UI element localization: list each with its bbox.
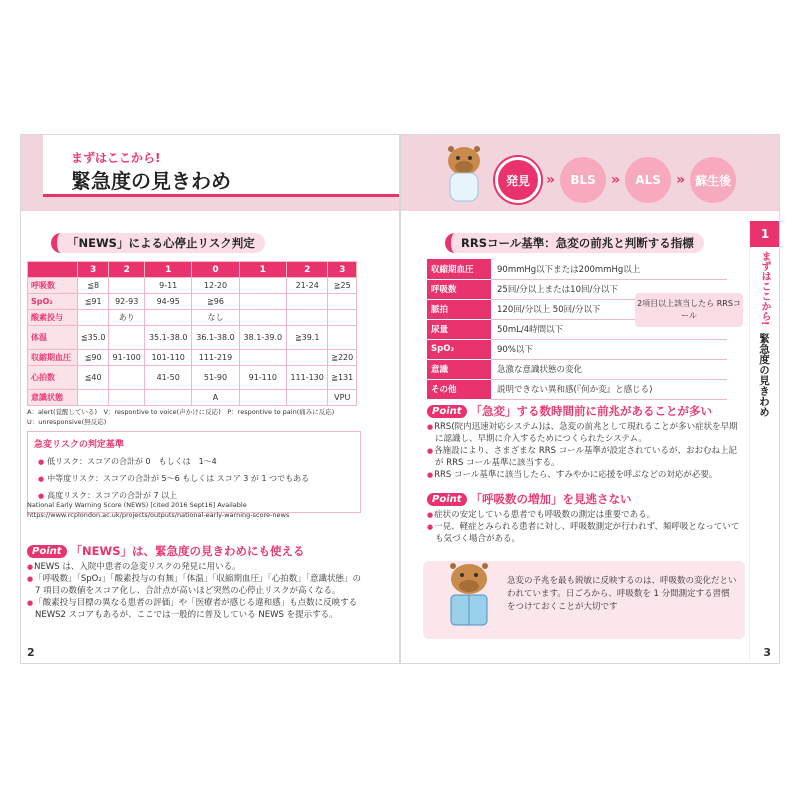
page-number: 3 bbox=[763, 646, 771, 659]
table-cell: 111-130 bbox=[286, 366, 328, 390]
table-cell: 101-110 bbox=[145, 350, 192, 366]
risk-item: ● 低リスク：スコアの合計が 0 もしくは 1〜4 bbox=[38, 456, 217, 467]
table-cell: 36.1-38.0 bbox=[192, 326, 239, 350]
right-page bbox=[400, 134, 780, 664]
table-cell: 91-110 bbox=[239, 366, 286, 390]
news-header-cell: 3 bbox=[78, 262, 109, 278]
table-cell bbox=[109, 366, 145, 390]
table-cell bbox=[78, 390, 109, 406]
table-row bbox=[28, 294, 357, 310]
news-header-cell: 2 bbox=[286, 262, 328, 278]
row-label: SpO₂ bbox=[427, 339, 491, 359]
table-cell bbox=[78, 310, 109, 326]
risk-item: ● 高度リスク：スコアの合計が 7 以上 bbox=[38, 490, 177, 501]
table-row bbox=[28, 326, 357, 350]
row-label: 呼吸数 bbox=[427, 279, 491, 299]
reference-line: National Early Warning Score (NEWS) [cited 2016 Sept16] Available bbox=[27, 501, 247, 509]
flow-step-post-resuscitation: 蘇生後 bbox=[690, 157, 736, 203]
row-value: 90mmHg以下または200mmHg以上 bbox=[491, 259, 727, 279]
table-cell bbox=[328, 326, 357, 350]
row-value: 120回/分以上 50回/分以下 bbox=[491, 299, 727, 319]
news-table-header bbox=[28, 262, 357, 278]
chapter-number: 1 bbox=[750, 221, 780, 247]
table-cell bbox=[286, 294, 328, 310]
point-heading-prodrome bbox=[427, 403, 712, 419]
table-cell: ≦40 bbox=[78, 366, 109, 390]
flow-chart bbox=[495, 157, 736, 203]
point-body-news bbox=[27, 561, 367, 621]
double-chevron-icon: » bbox=[546, 172, 556, 188]
row-label: 収縮期血圧 bbox=[427, 259, 491, 279]
rrs-criteria-table bbox=[427, 259, 727, 400]
table-cell: ≧131 bbox=[328, 366, 357, 390]
table-cell: あり bbox=[109, 310, 145, 326]
table-row bbox=[427, 259, 727, 279]
point-paragraph: ● RRS(院内迅速対応システム)は、急変の前兆として現れることが多い症状を早期に認識し、早期に介入するためにつくられたシステム。 bbox=[427, 421, 745, 445]
table-row bbox=[28, 350, 357, 366]
point-heading-text: 「急変」する数時間前に前兆があることが多い bbox=[470, 404, 713, 418]
table-cell: A bbox=[192, 390, 239, 406]
row-label: 心拍数 bbox=[28, 366, 78, 390]
table-row bbox=[28, 390, 357, 406]
table-cell: 9-11 bbox=[145, 278, 192, 294]
left-page bbox=[20, 134, 400, 664]
news-header-cell: 3 bbox=[328, 262, 357, 278]
table-row bbox=[427, 339, 727, 359]
point-paragraph: ● 「呼吸数」「SpO₂」「酸素投与の有無」「体温」「収縮期血圧」「心拍数」「意識状態」の 7 項目の数値をスコア化し、合計点が高いほど突然の心停止リスクが高くなる。 bbox=[27, 573, 367, 597]
table-cell bbox=[286, 390, 328, 406]
risk-item: ● 中等度リスク：スコアの合計が 5〜6 もしくは スコア 3 が 1 つでもある bbox=[38, 473, 309, 484]
table-cell bbox=[286, 310, 328, 326]
flow-step-als: ALS bbox=[625, 157, 671, 203]
point-badge: Point bbox=[27, 545, 67, 558]
point-heading-text: 「呼吸数の増加」を見逃さない bbox=[470, 492, 632, 506]
table-cell bbox=[239, 390, 286, 406]
table-cell bbox=[328, 310, 357, 326]
header-kicker: まずはここから! bbox=[71, 151, 161, 165]
reference-url: https://www.rcplondon.ac.uk/projects/outputs/national-early-warning-score-news bbox=[27, 511, 290, 519]
chapter-side-tab bbox=[749, 221, 779, 661]
table-cell bbox=[145, 390, 192, 406]
table-row bbox=[427, 359, 727, 379]
row-value: 90%以下 bbox=[491, 339, 727, 359]
news-header-cell: 1 bbox=[239, 262, 286, 278]
chapter-title: 緊急度の見きわめ bbox=[758, 333, 770, 417]
table-cell bbox=[145, 310, 192, 326]
tip-text: 急変の予兆を最も鋭敏に反映するのは、呼吸数の変化だといわれています。日ごろから、呼吸数を 1 分間測定する習慣をつけておくことが大切です bbox=[507, 576, 737, 612]
table-cell: 38.1-39.0 bbox=[239, 326, 286, 350]
page-title: 緊急度の見きわめ bbox=[71, 169, 231, 193]
point-heading-news bbox=[27, 543, 304, 559]
section-title-news: 「NEWS」による心停止リスク判定 bbox=[51, 233, 265, 253]
table-cell bbox=[239, 350, 286, 366]
table-cell: ≦35.0 bbox=[78, 326, 109, 350]
row-label: 尿量 bbox=[427, 319, 491, 339]
news-table bbox=[27, 261, 357, 406]
news-header-cell: 2 bbox=[109, 262, 145, 278]
section-title-rrs: RRSコール基準：急変の前兆と判断する指標 bbox=[445, 233, 704, 253]
row-label: 酸素投与 bbox=[28, 310, 78, 326]
table-cell: 111-219 bbox=[192, 350, 239, 366]
capybara-reading-icon bbox=[441, 559, 497, 631]
point-paragraph: ● RRS コール基準に該当したら、すみやかに応援を呼ぶなどの対応が必要。 bbox=[427, 469, 745, 481]
row-label: 意識状態 bbox=[28, 390, 78, 406]
table-cell bbox=[109, 278, 145, 294]
table-cell bbox=[109, 390, 145, 406]
table-cell bbox=[239, 294, 286, 310]
point-body-prodrome bbox=[427, 421, 745, 481]
row-value: 50mL/4時間以下 bbox=[491, 319, 727, 339]
table-row bbox=[28, 366, 357, 390]
table-cell: 91-100 bbox=[109, 350, 145, 366]
page-number: 2 bbox=[27, 646, 35, 659]
news-header-cell bbox=[28, 262, 78, 278]
row-label: 呼吸数 bbox=[28, 278, 78, 294]
row-label: 体温 bbox=[28, 326, 78, 350]
table-cell bbox=[109, 326, 145, 350]
row-label: 意識 bbox=[427, 359, 491, 379]
table-cell: ≦8 bbox=[78, 278, 109, 294]
table-cell: 92-93 bbox=[109, 294, 145, 310]
table-cell bbox=[286, 350, 328, 366]
table-cell: 21-24 bbox=[286, 278, 328, 294]
point-paragraph: ● 「酸素投与目標の異なる患者の評価」や「医療者が感じる違和感」も点数に反映する NEWS2 スコアもあるが、ここでは一般的に普及している NEWS を提示する。 bbox=[27, 597, 367, 621]
table-row bbox=[28, 310, 357, 326]
table-cell: 94-95 bbox=[145, 294, 192, 310]
news-header-cell: 1 bbox=[145, 262, 192, 278]
table-cell: ≧25 bbox=[328, 278, 357, 294]
row-value: 25回/分以上または10回/分以下 bbox=[491, 279, 727, 299]
legend-line: A：alert(覚醒している) V：respontive to voice(声かけに反応) P：respontive to pain(痛みに反応) bbox=[27, 408, 335, 416]
table-cell bbox=[328, 294, 357, 310]
row-value: 急激な意識状態の変化 bbox=[491, 359, 727, 379]
table-cell: ≧39.1 bbox=[286, 326, 328, 350]
row-value: 説明できない異和感(『何か変』と感じる) bbox=[491, 379, 727, 399]
rrs-call-callout: 2項目以上該当したら RRSコール bbox=[635, 293, 743, 327]
point-body-respiration bbox=[427, 509, 745, 545]
legend-line: U：unresponsive(無反応) bbox=[27, 418, 107, 426]
point-badge: Point bbox=[427, 493, 467, 506]
double-chevron-icon: » bbox=[611, 172, 621, 188]
point-paragraph: ● NEWS は、入院中患者の急変リスクの発見に用いる。 bbox=[27, 561, 367, 573]
flow-step-discovery: 発見 bbox=[495, 157, 541, 203]
table-cell bbox=[239, 278, 286, 294]
table-cell: 41-50 bbox=[145, 366, 192, 390]
risk-criteria-title: 急変リスクの判定基準 bbox=[34, 440, 124, 450]
table-row bbox=[427, 379, 727, 399]
table-cell: 35.1-38.0 bbox=[145, 326, 192, 350]
news-header-cell: 0 bbox=[192, 262, 239, 278]
double-chevron-icon: » bbox=[676, 172, 686, 188]
point-badge: Point bbox=[427, 405, 467, 418]
table-cell: 12-20 bbox=[192, 278, 239, 294]
point-paragraph: ● 症状の安定している患者でも呼吸数の測定は重要である。 bbox=[427, 509, 745, 521]
row-label: SpO₂ bbox=[28, 294, 78, 310]
point-heading-text: 「NEWS」は、緊急度の見きわめにも使える bbox=[70, 544, 305, 558]
table-cell: ≧96 bbox=[192, 294, 239, 310]
flow-step-bls: BLS bbox=[560, 157, 606, 203]
capybara-doctor-icon bbox=[441, 143, 487, 205]
row-label: 収縮期血圧 bbox=[28, 350, 78, 366]
point-paragraph: ● 一見、軽症とみられる患者に対し、呼吸数測定が行われず、頻呼吸となっていても気づく場合がある。 bbox=[427, 521, 745, 545]
table-cell: VPU bbox=[328, 390, 357, 406]
point-paragraph: ● 各施設により、さまざまな RRS コール基準が設定されているが、おおむね上記が RRS コール基準に該当する。 bbox=[427, 445, 745, 469]
table-cell: ≦91 bbox=[78, 294, 109, 310]
table-cell: 51-90 bbox=[192, 366, 239, 390]
chapter-kicker: まずはここから! bbox=[759, 251, 770, 326]
table-cell: なし bbox=[192, 310, 239, 326]
table-cell: ≧220 bbox=[328, 350, 357, 366]
row-label: その他 bbox=[427, 379, 491, 399]
row-label: 脈拍 bbox=[427, 299, 491, 319]
table-cell bbox=[239, 310, 286, 326]
point-heading-respiration bbox=[427, 491, 632, 507]
table-row bbox=[28, 278, 357, 294]
table-cell: ≦90 bbox=[78, 350, 109, 366]
